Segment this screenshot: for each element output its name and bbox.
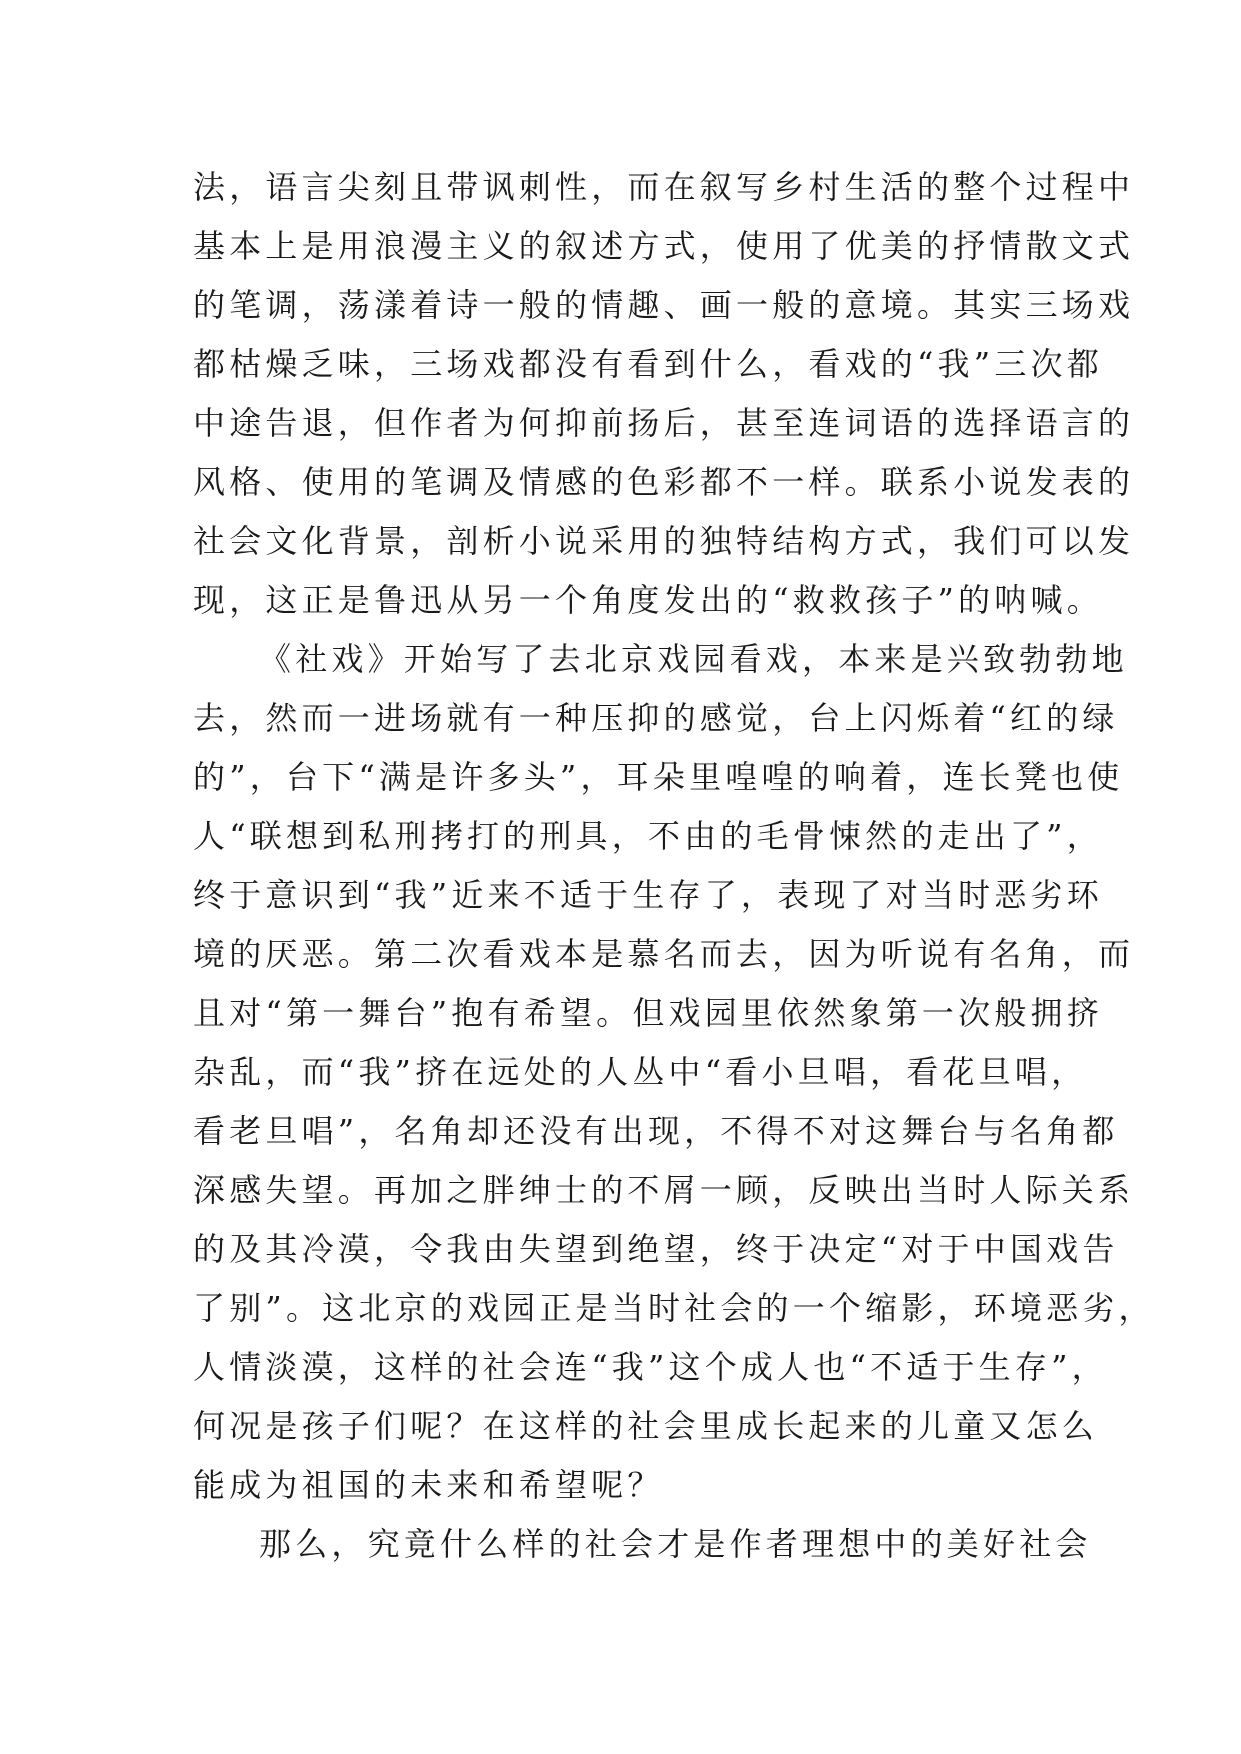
text-line: 都枯燥乏味，三场戏都没有看到什么，看戏的“我”三次都 xyxy=(193,345,1103,383)
body-text xyxy=(193,158,1155,1574)
text-line: 的”，台下“满是许多头”，耳朵里喤喤的响着，连长凳也使 xyxy=(193,758,1124,796)
text-line: 法，语言尖刻且带讽刺性，而在叙写乡村生活的整个过程中 xyxy=(193,168,1135,206)
text-line: 境的厌恶。第二次看戏本是慕名而去，因为听说有名角，而 xyxy=(193,935,1135,973)
text-line: 人“联想到私刑拷打的刑具，不由的毛骨悚然的走出了”， xyxy=(193,817,1103,855)
paragraph-1 xyxy=(193,158,1135,630)
text-line: 的及其冷漠，令我由失望到绝望，终于决定“对于中国戏告 xyxy=(193,1230,1119,1268)
text-line: 去，然而一进场就有一种压抑的感觉，台上闪烁着“红的绿 xyxy=(193,699,1119,737)
paragraph-3 xyxy=(193,1515,1092,1574)
text-line: 杂乱，而“我”挤在远处的人丛中“看小旦唱，看花旦唱， xyxy=(193,1053,1088,1091)
text-line: 能成为祖国的未来和希望呢？ xyxy=(193,1466,664,1504)
text-line: 人情淡漠，这样的社会连“我”这个成人也“不适于生存”， xyxy=(193,1348,1108,1386)
text-line: 现，这正是鲁迅从另一个角度发出的“救救孩子”的呐喊。 xyxy=(193,581,1103,619)
text-line: 了别”。这北京的戏园正是当时社会的一个缩影，环境恶劣， xyxy=(193,1289,1155,1327)
text-line: 《社戏》开始写了去北京戏园看戏，本来是兴致勃勃地 xyxy=(259,640,1128,678)
paragraph-2 xyxy=(193,630,1155,1515)
text-line: 那么，究竟什么样的社会才是作者理想中的美好社会 xyxy=(259,1525,1092,1563)
text-line: 且对“第一舞台”抱有希望。但戏园里依然象第一次般拥挤 xyxy=(193,994,1103,1032)
text-line: 基本上是用浪漫主义的叙述方式，使用了优美的抒情散文式 xyxy=(193,227,1135,265)
text-line: 终于意识到“我”近来不适于生存了，表现了对当时恶劣环 xyxy=(193,876,1103,914)
text-line: 社会文化背景，剖析小说采用的独特结构方式，我们可以发 xyxy=(193,522,1135,560)
text-line: 中途告退，但作者为何抑前扬后，甚至连词语的选择语言的 xyxy=(193,404,1135,442)
text-line: 风格、使用的笔调及情感的色彩都不一样。联系小说发表的 xyxy=(193,463,1135,501)
text-line: 深感失望。再加之胖绅士的不屑一顾，反映出当时人际关系 xyxy=(193,1171,1135,1209)
text-line: 看老旦唱”，名角却还没有出现，不得不对这舞台与名角都 xyxy=(193,1112,1119,1150)
text-line: 何况是孩子们呢？在这样的社会里成长起来的儿童又怎么 xyxy=(193,1407,1099,1445)
text-line: 的笔调，荡漾着诗一般的情趣、画一般的意境。其实三场戏 xyxy=(193,286,1135,324)
